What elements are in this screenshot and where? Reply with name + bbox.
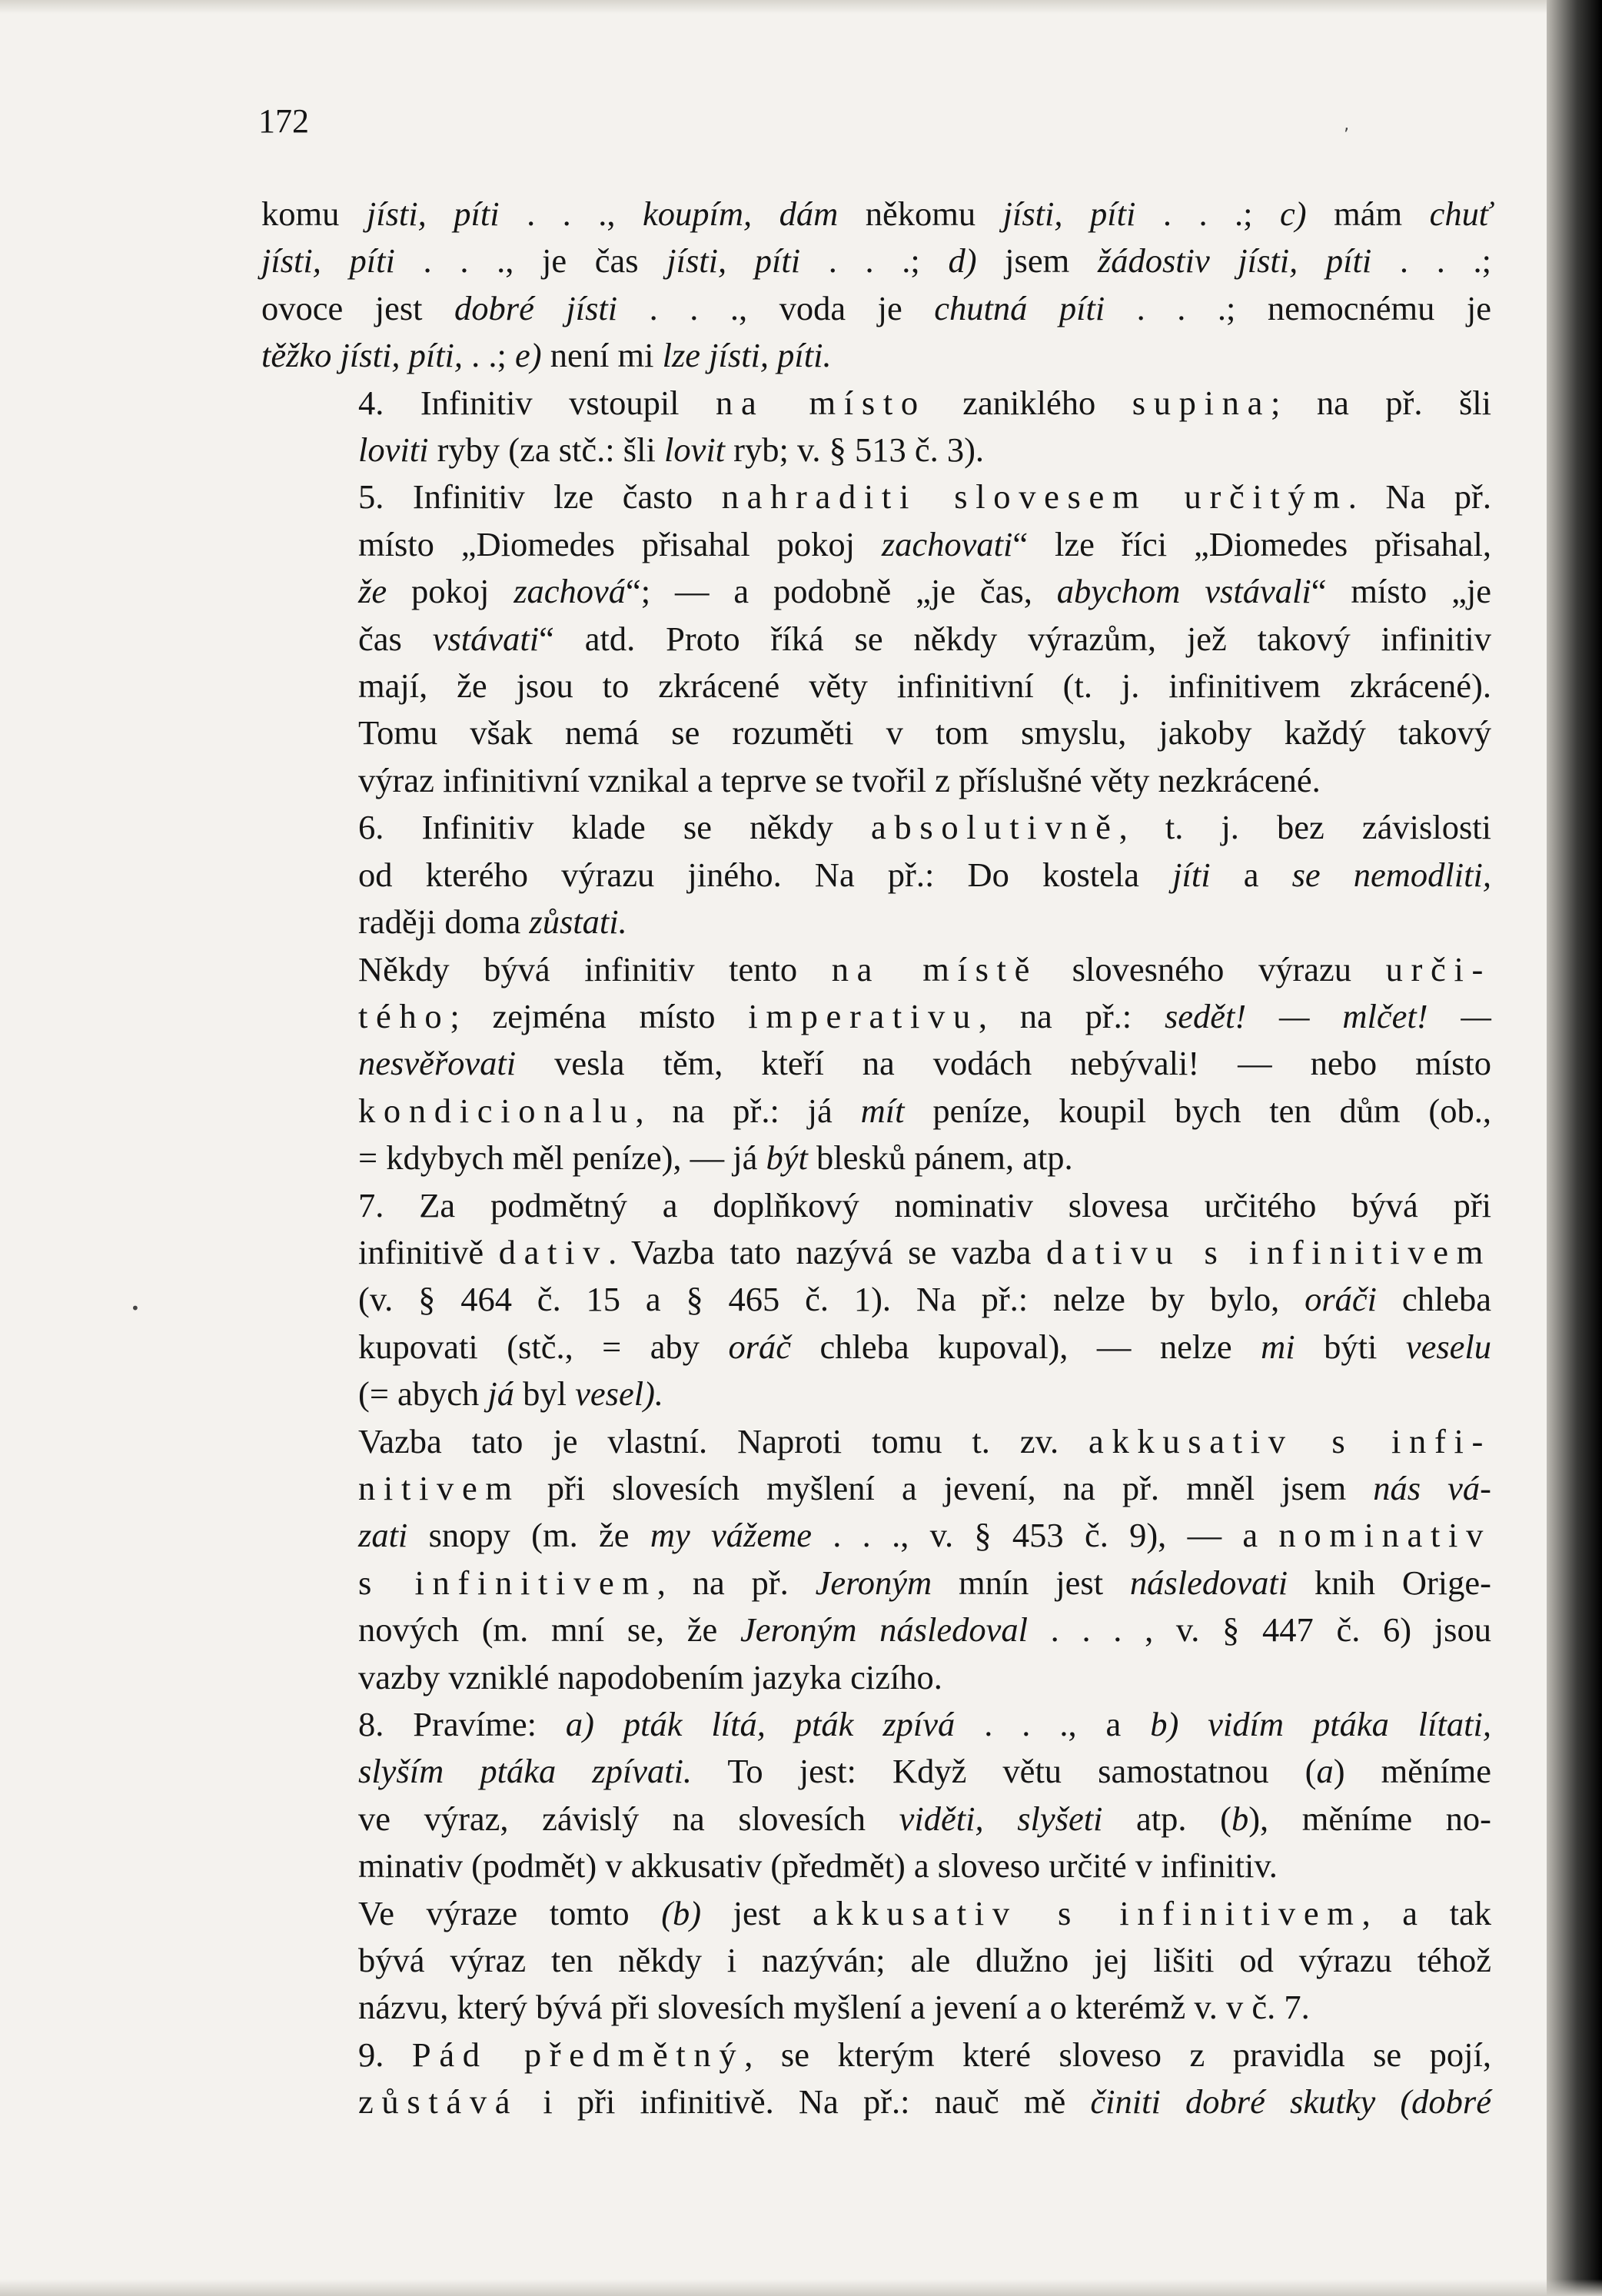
- text-run: slovesného výrazu: [1038, 949, 1386, 989]
- spaced-emphasis: nitivem: [358, 1468, 520, 1507]
- italic-term: Jeroným následoval: [740, 1610, 1028, 1650]
- text-line: [261, 1654, 1491, 1701]
- paragraph: [261, 1890, 1491, 2032]
- text-line: [261, 1607, 1491, 1653]
- paragraph: [261, 946, 1491, 1182]
- italic-term: a) pták lítá, pták zpívá: [565, 1705, 956, 1743]
- text-line: [261, 1371, 1491, 1417]
- text-run: nových (m. mní se, že: [358, 1610, 740, 1650]
- text-line: [261, 1890, 1491, 1937]
- text-run: “ atd. Proto říká se někdy výrazům, jež takový infinitiv: [539, 619, 1491, 658]
- text-run: 4. Infinitiv vstoupil: [358, 383, 716, 422]
- italic-term: mi: [1261, 1327, 1295, 1366]
- paragraph: [261, 473, 1491, 804]
- italic-term: že: [358, 572, 387, 611]
- italic-term: nesvěřovati: [358, 1044, 517, 1083]
- text-line: [261, 1276, 1491, 1323]
- italic-term: mít: [860, 1091, 905, 1130]
- text-line: [261, 332, 1491, 379]
- text-run: 5. Infinitiv lze často: [358, 477, 722, 517]
- italic-term: veselu: [1405, 1327, 1492, 1366]
- italic-term: Jeroným: [815, 1563, 932, 1602]
- text-run: chleba: [1377, 1280, 1491, 1319]
- text-run: . . .;: [800, 241, 949, 281]
- text-run: byl: [514, 1374, 576, 1414]
- text-run: i při infinitivě. Na př.: nauč mě: [518, 2082, 1091, 2122]
- scan-shadow-top: [0, 0, 1602, 14]
- paragraph: [261, 380, 1491, 474]
- text-line: [261, 1842, 1491, 1889]
- italic-term: sedět! — mlčet! —: [1164, 996, 1491, 1035]
- italic-term: loviti: [358, 430, 429, 470]
- italic-term: c): [1280, 194, 1307, 233]
- text-run: “; — a podobně „je čas,: [626, 572, 1057, 611]
- text-line: [261, 1324, 1491, 1371]
- italic-term: jísti, píti: [366, 194, 500, 233]
- text-run: Tomu však nemá se rozuměti v tom smyslu, jakoby každý takový: [358, 713, 1491, 753]
- text-run: . . .;: [1135, 194, 1281, 233]
- body-text: [261, 191, 1491, 2126]
- text-run: . . .,: [499, 194, 643, 233]
- italic-term: činiti dobré skutky (dobré: [1090, 2082, 1491, 2122]
- text-run: ; zejména místo: [450, 996, 749, 1035]
- text-run: , na př.: [656, 1563, 816, 1602]
- text-run: , na př.: já: [635, 1091, 861, 1130]
- italic-term: jísti, píti: [666, 241, 801, 281]
- italic-term: zachovati: [881, 524, 1013, 563]
- text-run: od kterého výrazu jiného. Na př.: Do kostela: [358, 855, 1173, 894]
- text-run: mnín jest: [932, 1563, 1130, 1602]
- scan-speck: •: [131, 1299, 140, 1317]
- text-line: [261, 946, 1491, 993]
- italic-term: zati: [358, 1516, 408, 1555]
- text-run: “ lze říci „Diomedes přisahal,: [1012, 524, 1492, 563]
- text-line: [261, 473, 1491, 520]
- text-line: [261, 1088, 1491, 1135]
- spaced-emphasis: tého: [358, 996, 450, 1035]
- text-run: . . .; nemocnému je: [1105, 288, 1491, 327]
- italic-term: koupím, dám: [643, 194, 839, 233]
- italic-term: b) vidím ptáka lítati,: [1150, 1705, 1491, 1743]
- text-line: [261, 2032, 1491, 2078]
- text-line: [261, 1418, 1491, 1465]
- text-run: , se kterým které sloveso z pravidla se pojí,: [744, 2035, 1492, 2074]
- text-line: [261, 804, 1491, 851]
- text-run: snopy (m. že: [407, 1516, 650, 1555]
- italic-term: vstávati: [432, 619, 540, 658]
- text-run: . .;: [463, 336, 516, 375]
- paragraph: [261, 1418, 1491, 1701]
- spaced-emphasis: na místě: [831, 949, 1039, 989]
- text-run: ), měníme no-: [1248, 1799, 1491, 1838]
- text-run: . . ., v. § 453 č. 9), — a: [811, 1516, 1279, 1555]
- scan-shadow-bottom: [0, 2279, 1602, 2296]
- text-line: [261, 663, 1491, 709]
- text-run: . . ., voda je: [617, 288, 935, 327]
- text-run: infinitivě: [358, 1232, 499, 1271]
- text-line: [261, 616, 1491, 663]
- italic-term: lze jísti, píti.: [662, 336, 832, 375]
- text-run: ovoce jest: [261, 288, 455, 327]
- spaced-emphasis: dativu s infinitivem: [1046, 1232, 1492, 1271]
- text-run: . Na př.: [1348, 477, 1491, 517]
- text-run: (v. § 464 č. 15 a § 465 č. 1). Na př.: nelze by bylo,: [358, 1280, 1305, 1319]
- text-run: knih Orige-: [1288, 1563, 1491, 1602]
- text-run: , na př.:: [978, 996, 1165, 1035]
- spaced-emphasis: imperativu: [748, 996, 979, 1035]
- text-line: [261, 1796, 1491, 1842]
- paragraph: [261, 2032, 1491, 2126]
- spaced-emphasis: Pád předmětný: [411, 2035, 745, 2074]
- text-run: pokoj: [387, 572, 514, 611]
- text-run: jsem: [976, 241, 1098, 281]
- text-run: mám: [1306, 194, 1430, 233]
- spaced-emphasis: supina: [1132, 383, 1271, 422]
- text-run: , a tak: [1361, 1893, 1492, 1932]
- text-run: kupovati (stč., = aby: [358, 1327, 729, 1366]
- spaced-emphasis: akkusativ s infi-: [1088, 1421, 1491, 1460]
- italic-term: následovati: [1129, 1563, 1288, 1602]
- italic-term: zachová: [514, 572, 627, 611]
- text-line: [261, 568, 1491, 615]
- text-run: názvu, který bývá při slovesích myšlení a jevení a o kterémž v. v č. 7.: [358, 1988, 1310, 2027]
- spaced-emphasis: s infinitivem: [358, 1563, 657, 1602]
- italic-term: jíti: [1172, 855, 1211, 894]
- text-run: Někdy bývá infinitiv tento: [358, 949, 832, 989]
- italic-term: a: [1316, 1752, 1334, 1791]
- text-run: vesla těm, kteří na vodách nebývali! — nebo místo: [516, 1044, 1491, 1083]
- text-run: “ místo „je: [1311, 572, 1491, 611]
- text-run: . . ., je čas: [394, 241, 667, 281]
- text-run: peníze, koupil bych ten dům (ob.,: [904, 1091, 1491, 1130]
- italic-term: dobré jísti: [454, 288, 618, 327]
- spaced-emphasis: zůstává: [358, 2082, 519, 2122]
- spaced-emphasis: nominativ: [1278, 1516, 1491, 1555]
- text-run: minativ (podmět) v akkusativ (předmět) a sloveso určité v infinitiv.: [358, 1846, 1278, 1886]
- text-run: ; na př. šli: [1271, 383, 1491, 422]
- text-run: při slovesích myšlení a jevení, na př. mněl jsem: [520, 1468, 1374, 1507]
- italic-term: zůstati.: [529, 902, 627, 942]
- page-number: 172: [258, 102, 309, 140]
- italic-term: chuť: [1429, 194, 1492, 233]
- spaced-emphasis: dativ: [498, 1232, 609, 1271]
- scan-speck: ‚: [1344, 115, 1349, 135]
- text-run: mají, že jsou to zkrácené věty infinitivní (t. j. infinitivem zkrácené).: [358, 666, 1491, 706]
- italic-term: (b): [661, 1893, 702, 1932]
- paragraph: [261, 191, 1491, 380]
- text-run: blesků pánem, atp.: [807, 1138, 1073, 1178]
- text-line: [261, 521, 1491, 568]
- text-run: jest: [701, 1893, 813, 1932]
- text-run: . . ., a: [955, 1705, 1151, 1743]
- text-run: chleba kupoval), — nelze: [791, 1327, 1261, 1366]
- text-run: (= abych: [358, 1374, 488, 1414]
- spaced-emphasis: absolutivně: [870, 808, 1119, 847]
- text-run: 7. Za podmětný a doplňkový nominativ slovesa určitého bývá při: [358, 1185, 1491, 1224]
- text-line: [261, 709, 1491, 756]
- text-line: [261, 191, 1491, 238]
- text-run: To jest: Když větu samostatnou (: [692, 1752, 1317, 1791]
- text-run: bývá výraz ten někdy i nazýván; ale dlužno jej lišiti od výrazu téhož: [358, 1941, 1491, 1980]
- text-run: . Vazba tato nazývá se vazba: [608, 1232, 1046, 1271]
- text-run: raději doma: [358, 902, 530, 942]
- text-line: [261, 899, 1491, 945]
- italic-term: viděti, slyšeti: [899, 1799, 1103, 1838]
- text-line: [261, 1984, 1491, 2031]
- italic-term: těžko jísti, píti,: [261, 336, 464, 375]
- italic-term: abychom vstávali: [1056, 572, 1311, 611]
- text-line: [261, 238, 1491, 284]
- italic-term: d): [948, 241, 977, 281]
- italic-term: já: [487, 1374, 515, 1414]
- text-run: , t. j. bez závislosti: [1118, 808, 1492, 847]
- text-run: výraz infinitivní vznikal a teprve se tvořil z příslušné věty nezkrácené.: [358, 760, 1321, 799]
- italic-term: chutná píti: [934, 288, 1105, 327]
- text-line: [261, 1135, 1491, 1181]
- text-line: [261, 1040, 1491, 1087]
- text-line: [261, 1701, 1491, 1748]
- italic-term: oráči: [1305, 1280, 1378, 1319]
- italic-term: nás vá-: [1373, 1468, 1491, 1507]
- text-run: ryby (za stč.: šli: [428, 430, 664, 470]
- text-line: [261, 1937, 1491, 1984]
- text-run: atp. (: [1102, 1799, 1231, 1838]
- italic-term: slyším ptáka zpívati.: [358, 1752, 693, 1791]
- text-line: [261, 1229, 1491, 1276]
- italic-term: my vážeme: [650, 1516, 812, 1555]
- text-line: [261, 1182, 1491, 1229]
- text-run: Vazba tato je vlastní. Naproti tomu t. zv.: [358, 1421, 1089, 1460]
- spaced-emphasis: akkusativ s infinitivem: [813, 1893, 1362, 1932]
- text-line: [261, 380, 1491, 427]
- text-line: [261, 757, 1491, 804]
- text-run: 8. Pravíme:: [358, 1705, 566, 1743]
- italic-term: e): [515, 336, 542, 375]
- text-line: [261, 993, 1491, 1040]
- text-run: . . .;: [1371, 241, 1491, 281]
- text-run: místo „Diomedes přisahal pokoj: [358, 524, 882, 563]
- italic-term: jísti, píti: [1002, 194, 1136, 233]
- text-line: [261, 2078, 1491, 2125]
- text-line: [261, 1465, 1491, 1512]
- text-line: [261, 1748, 1491, 1795]
- spaced-emphasis: nahraditi slovesem určitým: [721, 477, 1348, 517]
- italic-term: jísti, píti: [261, 241, 395, 281]
- text-run: ryb; v. § 513 č. 3).: [725, 430, 985, 470]
- text-run: někomu: [838, 194, 1003, 233]
- text-run: býti: [1295, 1327, 1406, 1366]
- text-line: [261, 852, 1491, 899]
- italic-term: b: [1231, 1799, 1249, 1838]
- scan-shadow-right: [1547, 0, 1602, 2296]
- text-line: [261, 285, 1491, 332]
- spaced-emphasis: kondicionalu: [358, 1091, 636, 1130]
- paragraph: [261, 1182, 1491, 1418]
- paragraph: [261, 1701, 1491, 1890]
- text-run: . . . , v. § 447 č. 6) jsou: [1027, 1610, 1491, 1650]
- italic-term: být: [766, 1138, 808, 1178]
- italic-term: se nemodliti,: [1291, 855, 1491, 894]
- italic-term: lovit: [663, 430, 726, 470]
- text-run: ve výraz, závislý na slovesích: [358, 1799, 899, 1838]
- text-run: Ve výraze tomto: [358, 1893, 662, 1932]
- text-line: [261, 427, 1491, 473]
- italic-term: žádostiv jísti, píti: [1097, 241, 1372, 281]
- text-run: zaniklého: [926, 383, 1132, 422]
- text-line: [261, 1512, 1491, 1559]
- spaced-emphasis: urči-: [1385, 949, 1491, 989]
- text-run: čas: [358, 619, 433, 658]
- spaced-emphasis: na místo: [716, 383, 926, 422]
- text-run: komu: [261, 194, 367, 233]
- text-run: 9.: [358, 2035, 412, 2074]
- text-run: a: [1210, 855, 1292, 894]
- text-run: = kdybych měl peníze), — já: [358, 1138, 766, 1178]
- italic-term: vesel).: [575, 1374, 664, 1414]
- paragraph: [261, 804, 1491, 945]
- text-run: 6. Infinitiv klade se někdy: [358, 808, 871, 847]
- text-line: [261, 1560, 1491, 1607]
- text-run: ) měníme: [1333, 1752, 1492, 1791]
- text-run: vazby vzniklé napodobením jazyka cizího.: [358, 1657, 942, 1696]
- text-run: není mi: [541, 336, 663, 375]
- italic-term: oráč: [728, 1327, 792, 1366]
